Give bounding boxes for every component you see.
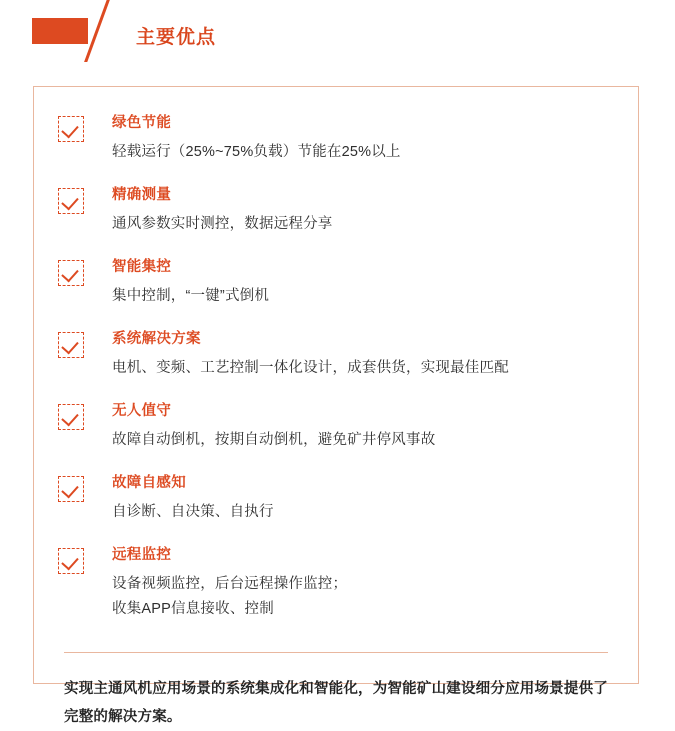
list-item-description-line: 自诊断、自决策、自执行 bbox=[112, 504, 274, 520]
list-item-title: 故障自感知 bbox=[112, 475, 186, 491]
list-item-title: 智能集控 bbox=[112, 259, 172, 275]
list-item bbox=[34, 185, 638, 237]
list-item-text bbox=[112, 185, 638, 237]
list-item bbox=[34, 329, 638, 381]
list-item-title: 系统解决方案 bbox=[112, 331, 201, 347]
list-item-text bbox=[112, 473, 638, 525]
list-item-title: 远程监控 bbox=[112, 547, 172, 563]
list-item bbox=[34, 113, 638, 165]
list-item bbox=[34, 545, 638, 622]
list-item-description bbox=[112, 212, 638, 237]
list-item bbox=[34, 473, 638, 525]
list-item-text bbox=[112, 401, 638, 453]
list-item bbox=[34, 401, 638, 453]
list-item-text bbox=[112, 545, 638, 622]
list-item-description bbox=[112, 428, 638, 453]
list-item-description bbox=[112, 356, 638, 381]
dashed-checkbox-check-icon bbox=[58, 116, 84, 142]
list-item-description-line: 设备视频监控，后台远程操作监控； bbox=[112, 576, 348, 592]
dashed-checkbox-check-icon bbox=[58, 332, 84, 358]
list-item-text bbox=[112, 329, 638, 381]
list-item-description-line: 故障自动倒机，按期自动倒机，避免矿井停风事故 bbox=[112, 432, 436, 448]
list-item-description-line: 集中控制，“一键”式倒机 bbox=[112, 288, 270, 304]
list-item-title: 绿色节能 bbox=[112, 115, 172, 131]
dashed-checkbox-check-icon bbox=[58, 188, 84, 214]
header-slash-decoration bbox=[82, 0, 116, 62]
list-item-description bbox=[112, 572, 638, 622]
list-item-title: 精确测量 bbox=[112, 187, 172, 203]
dashed-checkbox-check-icon bbox=[58, 260, 84, 286]
list-item-text bbox=[112, 257, 638, 309]
advantages-list bbox=[34, 87, 638, 622]
list-item-text bbox=[112, 113, 638, 165]
list-item bbox=[34, 257, 638, 309]
advantages-panel bbox=[33, 86, 639, 725]
list-item-description bbox=[112, 140, 638, 165]
list-item-title: 无人值守 bbox=[112, 403, 172, 419]
list-item-description bbox=[112, 500, 638, 525]
dashed-checkbox-check-icon bbox=[58, 404, 84, 430]
header-accent-block bbox=[32, 18, 88, 44]
dashed-checkbox-check-icon bbox=[58, 548, 84, 574]
list-item-description-line: 通风参数实时测控，数据远程分享 bbox=[112, 216, 333, 232]
page-header bbox=[0, 0, 675, 78]
list-item-description-line: 电机、变频、工艺控制一体化设计，成套供货，实现最佳匹配 bbox=[112, 360, 509, 376]
list-item-description-line: 收集APP信息接收、控制 bbox=[112, 601, 274, 617]
dashed-checkbox-check-icon bbox=[58, 476, 84, 502]
list-item-description bbox=[112, 284, 638, 309]
page-title: 主要优点 bbox=[136, 27, 217, 48]
summary-text: 实现主通风机应用场景的系统集成化和智能化，为智能矿山建设细分应用场景提供了完整的解决方案。 bbox=[64, 652, 608, 731]
list-item-description-line: 轻载运行（25%~75%负载）节能在25%以上 bbox=[112, 144, 401, 160]
